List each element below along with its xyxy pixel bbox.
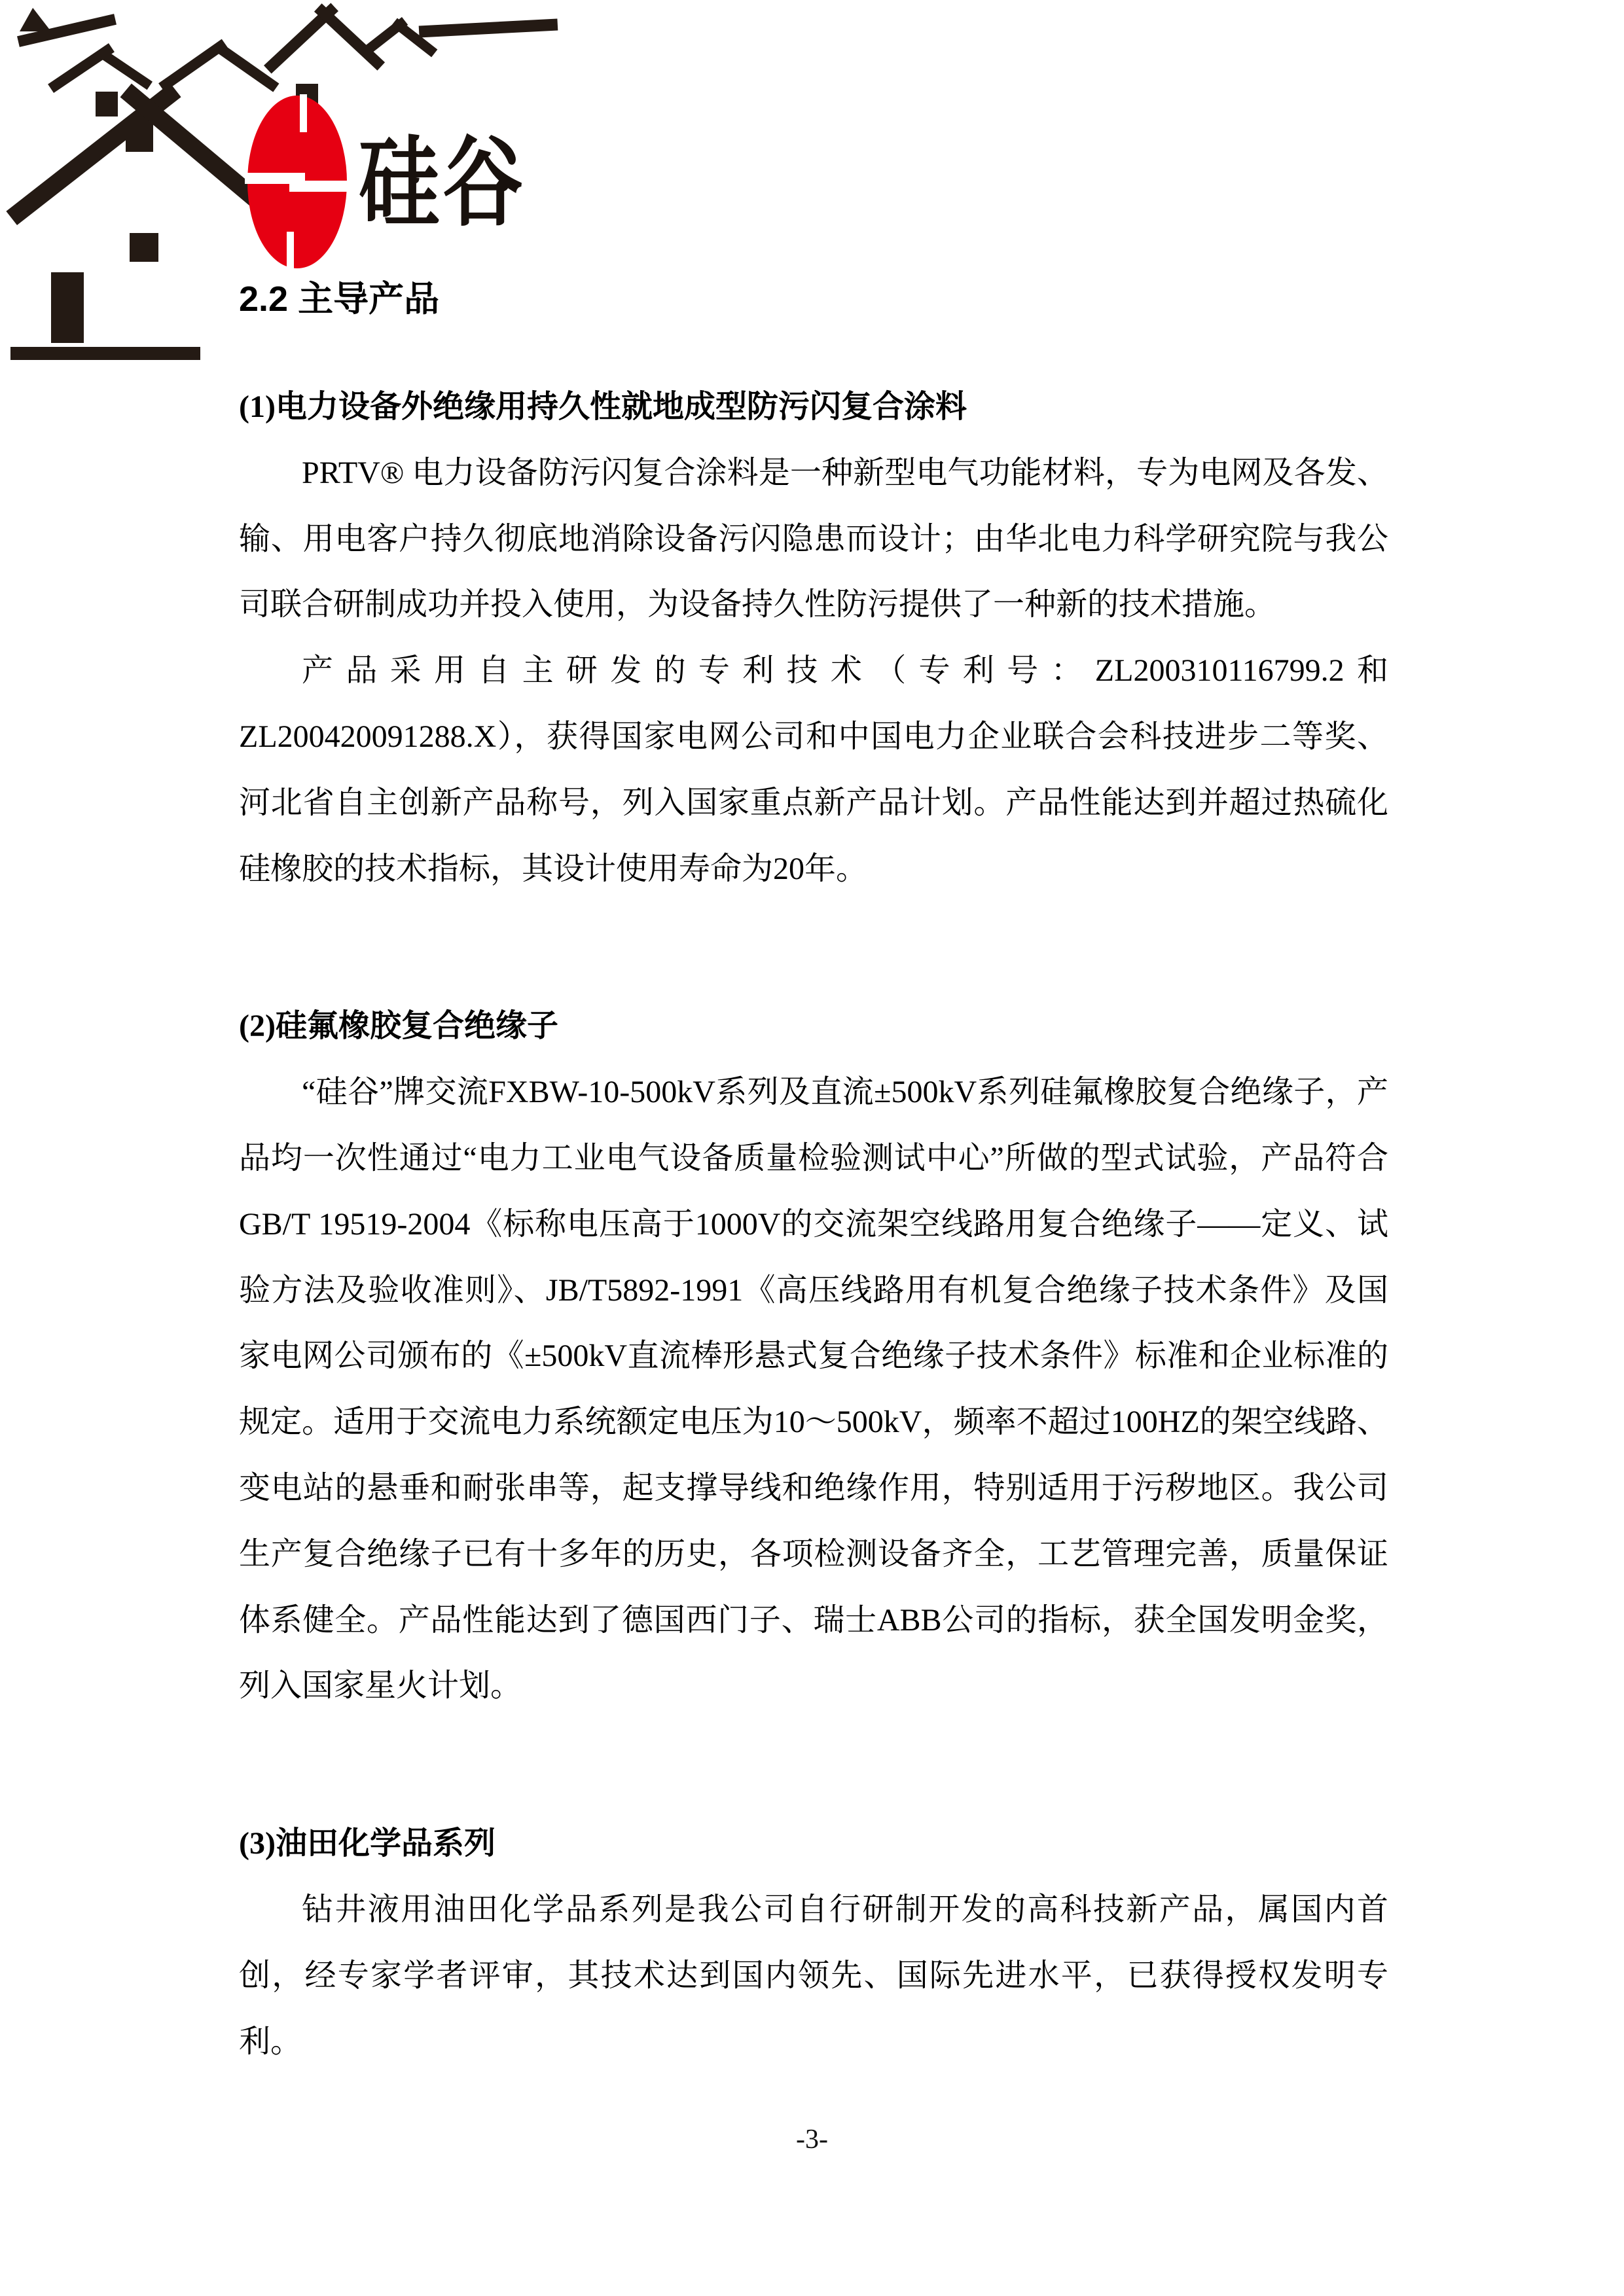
product-section-2 [239, 994, 1388, 1719]
logo-square-shape [130, 233, 158, 262]
page-title: 2.2 主导产品 [239, 279, 440, 319]
logo-bar-shape [51, 272, 84, 343]
product-section-3 [239, 1811, 1388, 2075]
logo-chimney-shape [126, 122, 153, 152]
logo-roof-shape [48, 43, 115, 93]
logo-brand-text: 硅谷 [359, 128, 526, 238]
page-number: -3- [796, 2125, 828, 2155]
logo-roof-shape [20, 8, 51, 31]
logo-roof-shape [101, 51, 153, 90]
paragraph: 产品采用自主研发的专利技术（专利号：ZL200310116799.2和ZL200420091288.X），获得国家电网公司和中国电力企业联合会科技进步二等奖、河北省自主创新产品称号，列入国家重点新产品计划。产品性能达到并超过热硫化硅橡胶的技术指标，其设计使用寿命为20年。 [239, 653, 1388, 886]
paragraph: 钻井液用油田化学品系列是我公司自行研制开发的高科技新产品，属国内首创，经专家学者评审，其技术达到国内领先、国际先进水平，已获得授权发明专利。 [239, 1892, 1388, 2059]
paragraph: PRTV® 电力设备防污闪复合涂料是一种新型电气功能材料，专为电网及各发、输、用电客户持久彻底地消除设备污闪隐患而设计；由华北电力科学研究院与我公司联合研制成功并投入使用，为设备持久性防污提供了一种新的技术措施。 [239, 455, 1388, 622]
section-title: (1)电力设备外绝缘用持久性就地成型防污闪复合涂料 [239, 389, 967, 424]
document-content [239, 0, 1388, 2075]
section-title: (3)油田化学品系列 [239, 1826, 496, 1861]
logo-chimney-shape [96, 92, 118, 117]
section-title: (2)硅氟橡胶复合绝缘子 [239, 1009, 558, 1044]
paragraph: “硅谷”牌交流FXBW-10-500kV系列及直流±500kV系列硅氟橡胶复合绝缘子，产品均一次性通过“电力工业电气设备质量检验测试中心”所做的型式试验，产品符合GB/T 19519-2004《标称电压高于1000V的交流架空线路用复合绝缘子——定义、试验方法及验收准则》、JB/T5892-1991《高压线路用有机复合绝缘子技术条件》及国家电网公司颁布的《±500kV直流棒形悬式复合绝缘子技术条件》标准和企业标准的规定。适用于交流电力系统额定电压为10～500kV，频率不超过100HZ的架空线路、变电站的悬垂和耐张串等，起支撑导线和绝缘作用，特别适用于污秽地区。我公司生产复合绝缘子已有十多年的历史，各项检测设备齐全，工艺管理完善，质量保证体系健全。产品性能达到了德国西门子、瑞士ABB公司的指标，获全国发明金奖，列入国家星火计划。 [239, 1075, 1388, 1704]
product-section-1 [239, 374, 1388, 902]
logo-bar-shape [10, 347, 200, 360]
